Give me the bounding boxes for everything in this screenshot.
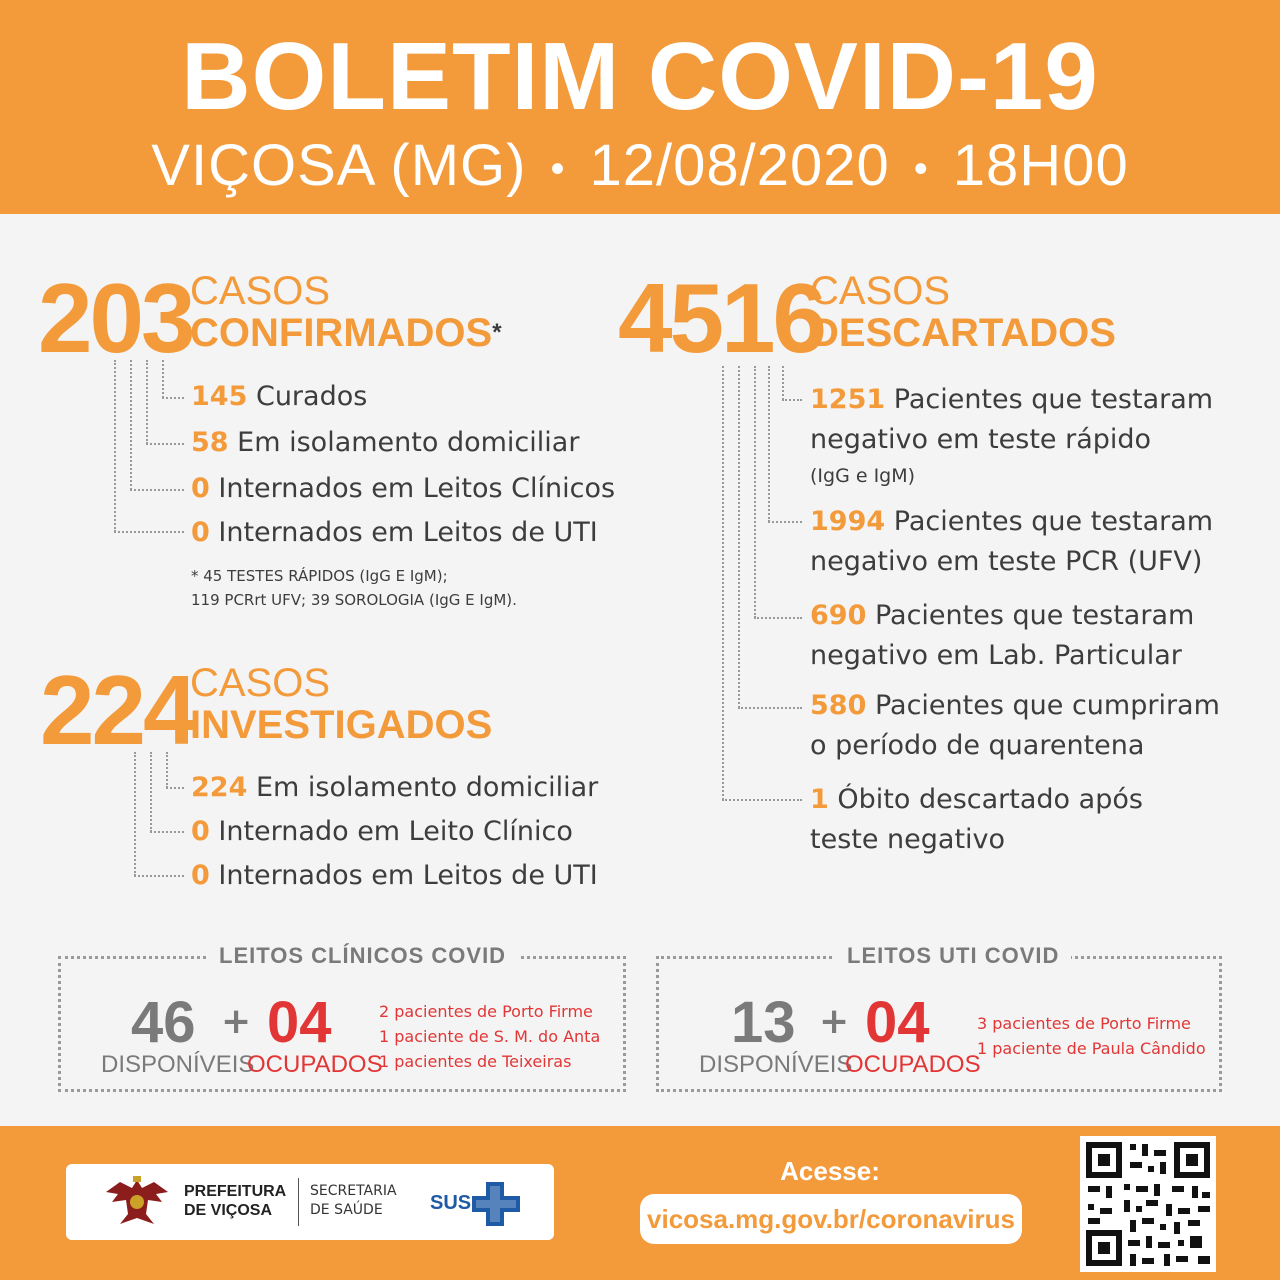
item-count: 0: [191, 473, 210, 504]
clinical-patients-note: [379, 999, 600, 1074]
item-count: 58: [191, 427, 229, 458]
list-item: [810, 502, 1213, 582]
tree-connector: [754, 617, 802, 619]
list-item: [810, 380, 1213, 490]
note-line: 1 pacientes de Teixeiras: [379, 1052, 572, 1071]
icu-beds-panel: [656, 943, 1222, 1092]
tree-connector: [130, 360, 132, 490]
list-item: [191, 812, 573, 852]
item-count: 145: [191, 381, 248, 412]
access-label: Acesse:: [780, 1156, 880, 1186]
list-item: [191, 856, 598, 896]
clinical-beds-title: LEITOS CLÍNICOS COVID: [207, 943, 518, 969]
discarded-label-line2: DESCARTADOS: [810, 311, 1116, 355]
bulletin-subtitle: [0, 132, 1280, 199]
logo-divider: [298, 1178, 299, 1226]
icu-available-label: DISPONÍVEIS: [699, 1051, 853, 1078]
icu-occupied-label: OCUPADOS: [845, 1051, 981, 1078]
item-label: negativo em Lab. Particular: [810, 640, 1182, 671]
confirmed-count: 203: [38, 263, 193, 373]
date-label: 12/08/2020: [589, 133, 890, 198]
secretaria-label: [310, 1182, 397, 1220]
item-label: Pacientes que testaram: [893, 506, 1214, 537]
discarded-label: [810, 270, 1116, 354]
tree-connector: [166, 787, 184, 789]
note-line: 3 pacientes de Porto Firme: [977, 1014, 1191, 1033]
tree-connector: [722, 366, 724, 800]
tree-connector: [738, 707, 802, 709]
coat-of-arms-icon: [102, 1174, 172, 1230]
list-item: [810, 780, 1143, 860]
item-sublabel: (IgG e IgM): [810, 465, 916, 487]
tree-connector: [162, 397, 184, 399]
list-item: [191, 469, 615, 509]
investigated-label: [190, 662, 492, 746]
investigated-label-line1: CASOS: [190, 661, 331, 705]
tree-connector: [768, 366, 770, 522]
separator-dot: •: [913, 147, 929, 192]
list-item: [810, 686, 1220, 766]
clinical-occupied-label: OCUPADOS: [247, 1051, 383, 1078]
note-line: 2 pacientes de Porto Firme: [379, 1002, 593, 1021]
discarded-count: 4516: [618, 263, 825, 373]
tree-connector: [146, 360, 148, 444]
note-line: 1 paciente de S. M. do Anta: [379, 1027, 601, 1046]
separator-dot: •: [550, 147, 566, 192]
bulletin-title: BOLETIM COVID-19: [181, 23, 1099, 130]
item-label: Óbito descartado após: [837, 784, 1143, 815]
item-label: negativo em teste PCR (UFV): [810, 546, 1203, 577]
plus-sign: +: [221, 1001, 252, 1042]
item-label: o período de quarentena: [810, 730, 1145, 761]
asterisk: *: [492, 319, 502, 346]
qr-code-icon: [1080, 1136, 1216, 1272]
list-item: [191, 768, 598, 808]
clinical-beds-panel: [58, 943, 626, 1092]
item-count: 224: [191, 772, 248, 803]
list-item: [810, 596, 1194, 676]
tree-connector: [738, 366, 740, 708]
time-label: 18H00: [952, 133, 1129, 198]
item-count: 0: [191, 860, 210, 891]
city-label: VIÇOSA (MG): [151, 133, 527, 198]
prefeitura-label: [184, 1182, 286, 1220]
investigated-count: 224: [40, 655, 195, 765]
item-count: 690: [810, 600, 867, 631]
tree-connector: [782, 366, 784, 400]
item-label: Internados em Leitos Clínicos: [218, 473, 616, 504]
clinical-available-label: DISPONÍVEIS: [101, 1051, 255, 1078]
sus-label: SUS: [430, 1192, 472, 1214]
tree-connector: [150, 752, 152, 832]
tree-connector: [754, 366, 756, 618]
sus-logo: [430, 1178, 530, 1232]
list-item: [191, 513, 598, 553]
item-count: 0: [191, 816, 210, 847]
item-count: 1251: [810, 384, 886, 415]
tree-connector: [166, 752, 168, 788]
item-label: Em isolamento domiciliar: [255, 772, 599, 803]
note-line: 1 paciente de Paula Cândido: [977, 1039, 1206, 1058]
item-label: teste negativo: [810, 824, 1006, 855]
logos-card: [66, 1164, 554, 1240]
secretaria-line: DE SAÚDE: [310, 1202, 383, 1218]
tree-connector: [134, 752, 136, 876]
list-item: [191, 377, 367, 417]
tree-connector: [150, 831, 184, 833]
tree-connector: [114, 360, 116, 532]
plus-sign: +: [819, 1001, 850, 1042]
clinical-available-count: 46: [131, 990, 196, 1055]
clinical-occupied-count: 04: [267, 990, 332, 1055]
tree-connector: [162, 360, 164, 398]
footnote-line: 119 PCRrt UFV; 39 SOROLOGIA (IgG E IgM).: [191, 591, 517, 609]
tree-connector: [782, 399, 802, 401]
tree-connector: [134, 875, 184, 877]
tree-connector: [722, 799, 802, 801]
confirmed-label: [190, 270, 502, 354]
item-label: Em isolamento domiciliar: [237, 427, 580, 458]
header-banner: [0, 0, 1280, 214]
confirmed-label-line2: [190, 312, 502, 354]
item-label: Pacientes que testaram: [874, 600, 1195, 631]
confirmed-label-line1: CASOS: [190, 269, 331, 313]
tree-connector: [146, 443, 184, 445]
item-label: Internados em Leitos de UTI: [218, 860, 598, 891]
icu-available-count: 13: [731, 990, 796, 1055]
footer-banner: [0, 1126, 1280, 1280]
prefeitura-line: DE VIÇOSA: [184, 1202, 273, 1219]
tree-connector: [768, 521, 802, 523]
item-label: negativo em teste rápido: [810, 424, 1152, 455]
icu-beds-title: LEITOS UTI COVID: [835, 943, 1071, 969]
prefeitura-line: PREFEITURA: [184, 1183, 287, 1200]
footnote-line: * 45 TESTES RÁPIDOS (IgG E IgM);: [191, 567, 448, 585]
confirmed-footnote: [191, 564, 517, 612]
qr-code[interactable]: [1080, 1136, 1216, 1272]
investigated-label-line2: INVESTIGADOS: [190, 703, 493, 747]
item-label: Pacientes que testaram: [893, 384, 1214, 415]
item-label: Internado em Leito Clínico: [218, 816, 573, 847]
item-count: 1994: [810, 506, 886, 537]
tree-connector: [130, 489, 184, 491]
item-label: Curados: [255, 381, 368, 412]
item-label: Pacientes que cumpriram: [874, 690, 1220, 721]
secretaria-line: SECRETARIA: [310, 1183, 397, 1199]
confirmed-label-text: CONFIRMADOS: [190, 311, 493, 355]
item-count: 0: [191, 517, 210, 548]
tree-connector: [114, 531, 184, 533]
website-link[interactable]: vicosa.mg.gov.br/coronavirus: [640, 1194, 1022, 1244]
list-item: [191, 423, 579, 463]
discarded-label-line1: CASOS: [810, 269, 951, 313]
item-count: 580: [810, 690, 867, 721]
icu-patients-note: [977, 1011, 1206, 1061]
item-count: 1: [810, 784, 829, 815]
icu-occupied-count: 04: [865, 990, 930, 1055]
item-label: Internados em Leitos de UTI: [218, 517, 598, 548]
